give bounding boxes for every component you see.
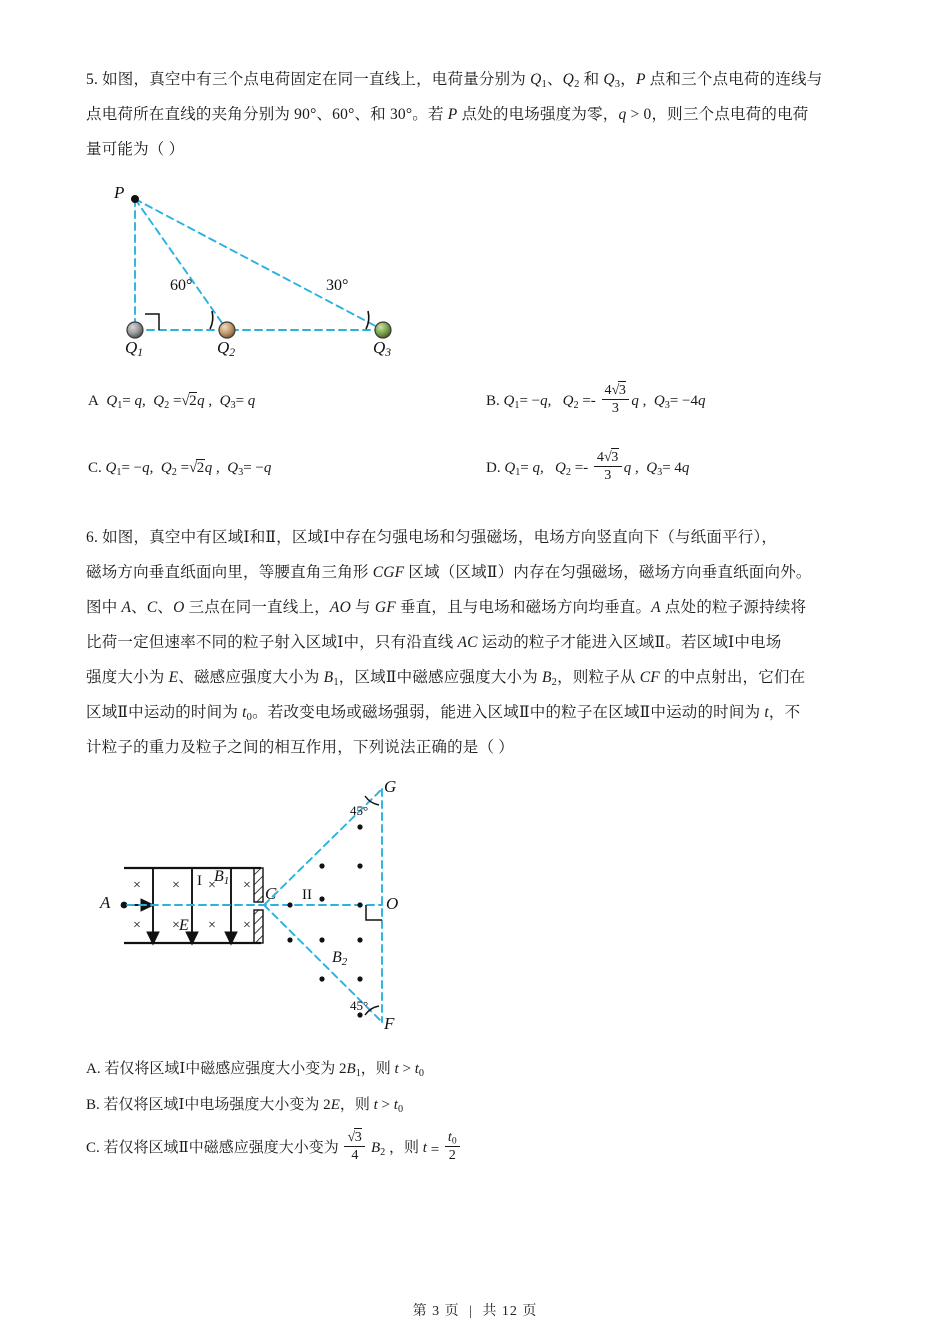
page-content <box>86 62 876 1172</box>
label-field-b2: $B_2$ <box>332 949 348 969</box>
q6-option-a-row <box>86 1053 876 1086</box>
svg-text:×: × <box>243 918 251 933</box>
label-field-b1: $B_1$ <box>214 868 230 888</box>
page-footer <box>0 1300 950 1320</box>
figure-regions-svg <box>94 777 424 1045</box>
q6-option-b-row <box>86 1086 876 1124</box>
svg-text:×: × <box>243 878 251 893</box>
q5-text-line-3: 量可能为（ ） <box>86 141 185 158</box>
charge-sphere-q2 <box>219 322 235 338</box>
figure-point-charges <box>100 177 440 372</box>
label-angle-45-bottom: 45° <box>350 998 369 1013</box>
footer-page-prefix: 第 <box>412 1304 428 1319</box>
label-vertex-g: G <box>384 777 397 796</box>
q6-text-line-5: 强度大小为 E、磁感应强度大小为 $B_1$，区域Ⅱ中磁感应强度大小为 $B_2$，则粒子从 CF 的中点射出，它们在 <box>86 669 806 688</box>
charge-sphere-q1 <box>127 322 143 338</box>
right-angle-mark-o <box>366 905 382 920</box>
label-vertex-f: F <box>384 1014 395 1033</box>
q5-options-row-2 <box>86 434 876 502</box>
footer-page-number: 3 <box>432 1304 441 1319</box>
svg-text:×: × <box>133 918 141 933</box>
label-charge-q3: $Q_3$ <box>373 338 392 360</box>
right-angle-mark <box>145 314 159 330</box>
q6-option-c[interactable]: C. 若仅将区域Ⅱ中磁感应强度大小变为 $\frac{√3}{4}$ $B_2$ ，则 t = $\frac{t_0}{2}$ <box>86 1140 462 1156</box>
q5-options-row-1 <box>86 378 876 434</box>
svg-text:×: × <box>172 918 180 933</box>
region-2-dot-symbols <box>287 824 362 1017</box>
q6-text-line-2: 磁场方向垂直纸面向里，等腰直角三角形 CGF 区域（区域Ⅱ）内存在匀强磁场，磁场方向垂直纸面向外。 <box>86 564 812 581</box>
angle-arc-30 <box>366 311 369 329</box>
label-point-o: O <box>386 894 399 913</box>
label-field-e: E <box>179 917 189 934</box>
footer-total-prefix: 共 <box>482 1304 498 1319</box>
label-region-2: II <box>302 887 312 903</box>
svg-text:×: × <box>208 878 216 893</box>
q6-text-line-4: 比荷一定但速率不同的粒子射入区域Ⅰ中，只有沿直线 AC 运动的粒子才能进入区域Ⅱ。若区域Ⅰ中电场 <box>86 634 782 651</box>
label-angle-30: 30° <box>326 277 349 294</box>
q6-text-line-1: 6. 如图，真空中有区域Ⅰ和Ⅱ，区域Ⅰ中存在匀强电场和匀强磁场，电场方向竖直向下（与纸面平行）， <box>86 529 778 546</box>
point-p-dot <box>131 195 139 203</box>
q5-option-c[interactable]: C. $Q_1= -q$, $Q_2 =√2q$ , $Q_3= -q$ <box>88 460 272 478</box>
question-5 <box>86 62 876 502</box>
footer-total-suffix: 页 <box>522 1304 538 1319</box>
svg-text:×: × <box>133 878 141 893</box>
dashed-geometry-lines <box>127 789 382 1022</box>
footer-total-pages: 12 <box>501 1304 518 1319</box>
q6-text-line-6: 区域Ⅱ中运动的时间为 $t_0$。若改变电场或磁场强弱，能进入区域Ⅱ中的粒子在区域Ⅱ中运动的时间为 t，不 <box>86 704 801 723</box>
charge-sphere-q3 <box>375 322 391 338</box>
label-charge-q2: $Q_2$ <box>217 338 236 360</box>
q5-option-a[interactable]: A $Q_1= q$, $Q_2 =√2q$ , $Q_3= q$ <box>88 393 256 411</box>
figure-regions <box>94 777 424 1045</box>
footer-page-suffix: 页 <box>444 1304 460 1319</box>
label-region-1: I <box>197 873 202 889</box>
svg-text:×: × <box>208 918 216 933</box>
label-charge-q1: $Q_1$ <box>125 338 144 360</box>
q5-option-b[interactable]: B. $Q_1= -q$, $Q_2$ =- $\frac{4√3}{3}$ q , $Q_3= -4q$ <box>486 381 706 417</box>
svg-text:×: × <box>172 878 180 893</box>
q5-text-line-1: 5. 如图，真空中有三个点电荷固定在同一直线上，电荷量分别为 $Q_1$、$Q_2$ 和 $Q_3$，P 点和三个点电荷的连线与 <box>86 71 823 90</box>
q5-option-d[interactable]: D. $Q_1= q$, $Q_2$ =- $\frac{4√3}{3}$ q , $Q_3= 4q$ <box>486 448 690 484</box>
angle-arc-60 <box>210 311 213 329</box>
dashed-field-lines <box>135 199 383 330</box>
footer-separator: | <box>469 1304 473 1319</box>
q6-option-c-row <box>86 1124 876 1172</box>
q6-option-b[interactable]: B. 若仅将区域Ⅰ中电场强度大小变为 2E，则 $t > t_0$ <box>86 1097 404 1115</box>
question-6 <box>86 520 876 1172</box>
label-angle-60: 60° <box>170 277 193 294</box>
q5-text-line-2: 点电荷所在直线的夹角分别为 90°、60°、和 30°。若 P 点处的电场强度为零，q > 0，则三个点电荷的电荷 <box>86 106 809 123</box>
q6-option-a[interactable]: A. 若仅将区域Ⅰ中磁感应强度大小变为 $2B_1$，则 $t > t_0$ <box>86 1061 424 1079</box>
q6-text-line-3: 图中 A、C、O 三点在同一直线上，AO 与 GF 垂直，且与电场和磁场方向均垂直。A 点处的粒子源持续将 <box>86 599 807 616</box>
q6-text-line-7: 计粒子的重力及粒子之间的相互作用，下列说法正确的是（ ） <box>86 739 514 756</box>
label-point-p: P <box>114 183 125 202</box>
label-vertex-c: C <box>265 884 277 903</box>
label-source-a: A <box>100 893 111 912</box>
label-angle-45-top: 45° <box>350 803 369 818</box>
